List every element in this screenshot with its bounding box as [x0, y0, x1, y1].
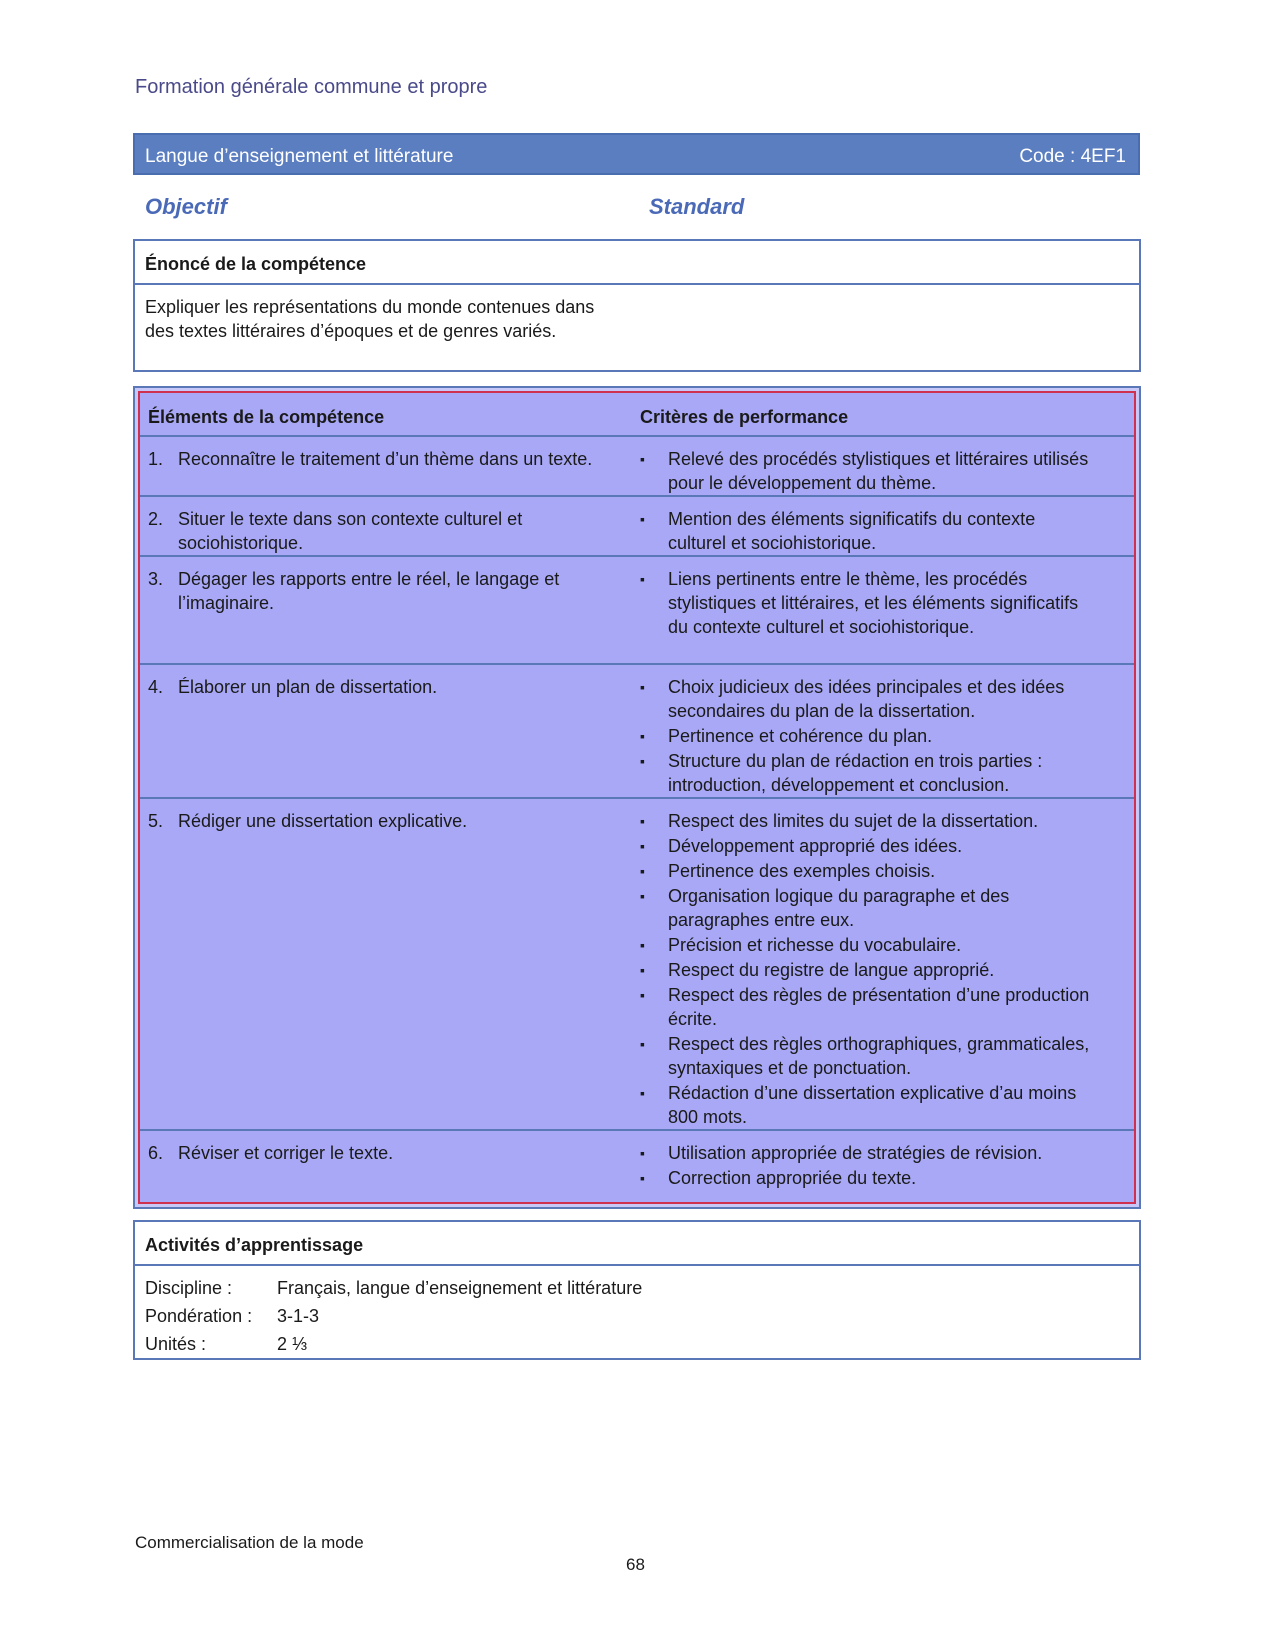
criteria-item [640, 958, 1090, 982]
criteria-item [640, 567, 1090, 639]
criteria-text: Respect des règles orthographiques, grammaticales, syntaxiques et de ponctuation. [668, 1034, 1090, 1078]
criteria-item [640, 1081, 1090, 1129]
bullet-icon: ▪ [640, 571, 645, 587]
ponderation-label: Pondération : [145, 1306, 253, 1326]
criteria-item [640, 507, 1090, 555]
criteria-text: Structure du plan de rédaction en trois parties : introduction, développement et conclusion. [668, 751, 1043, 795]
ponderation-row [145, 1306, 319, 1327]
element-cell [148, 1141, 618, 1165]
criteria-cell [640, 447, 1090, 496]
element-cell [148, 809, 618, 833]
element-number: 2. [148, 509, 164, 529]
criteria-cell [640, 567, 1090, 640]
element-cell [148, 447, 618, 471]
element-text: Élaborer un plan de dissertation. [178, 677, 438, 697]
table-row [140, 557, 1134, 665]
bullet-icon: ▪ [640, 987, 645, 1003]
criteria-item [640, 983, 1090, 1031]
bullet-icon: ▪ [640, 937, 645, 953]
activites-box [133, 1220, 1141, 1360]
table-row [140, 799, 1134, 1131]
element-text: Reconnaître le traitement d’un thème dans un texte. [178, 449, 593, 469]
course-code: Code : 4EF1 [1019, 146, 1126, 167]
ponderation-value: 3-1-3 [277, 1306, 320, 1326]
bullet-icon: ▪ [640, 679, 645, 695]
criteria-item [640, 749, 1090, 797]
bullet-icon: ▪ [640, 838, 645, 854]
criteria-text: Mention des éléments significatifs du contexte culturel et sociohistorique. [668, 509, 1036, 553]
head-criteres: Critères de performance [640, 407, 849, 427]
discipline-value: Français, langue d’enseignement et littérature [277, 1278, 643, 1298]
bullet-icon: ▪ [640, 1036, 645, 1052]
criteria-cell [640, 507, 1090, 556]
bullet-icon: ▪ [640, 451, 645, 467]
head-elements: Éléments de la compétence [148, 407, 385, 427]
element-text: Réviser et corriger le texte. [178, 1143, 394, 1163]
elements-table [133, 386, 1141, 1209]
criteria-text: Liens pertinents entre le thème, les procédés stylistiques et littéraires, et les éléments significatifs du contexte culturel et sociohistorique. [668, 569, 1079, 637]
element-cell [148, 507, 618, 555]
element-number: 5. [148, 811, 164, 831]
criteria-text: Rédaction d’une dissertation explicative d’au moins 800 mots. [668, 1083, 1077, 1127]
unites-value: 2 ⅓ [277, 1334, 308, 1354]
criteria-item [640, 809, 1090, 833]
criteria-text: Organisation logique du paragraphe et des paragraphes entre eux. [668, 886, 1010, 930]
bullet-icon: ▪ [640, 888, 645, 904]
element-number: 4. [148, 677, 164, 697]
table-row [140, 497, 1134, 557]
criteria-item [640, 724, 1090, 748]
table-header-row [140, 393, 1134, 437]
element-text: Dégager les rapports entre le réel, le langage et l’imaginaire. [178, 569, 560, 613]
criteria-text: Respect des règles de présentation d’une production écrite. [668, 985, 1090, 1029]
footer-program: Commercialisation de la mode [135, 1533, 364, 1552]
table-row [140, 1131, 1134, 1203]
enonce-heading: Énoncé de la compétence [135, 241, 1139, 285]
criteria-item [640, 675, 1090, 723]
enonce-text: Expliquer les représentations du monde contenues dans des textes littéraires d’époques et de genres variés. [145, 297, 595, 341]
unites-label: Unités : [145, 1334, 207, 1354]
table-row [140, 437, 1134, 497]
criteria-item [640, 1141, 1090, 1165]
element-cell [148, 567, 618, 615]
criteria-item [640, 884, 1090, 932]
elements-table-inner [138, 391, 1136, 1204]
bullet-icon: ▪ [640, 1145, 645, 1161]
bullet-icon: ▪ [640, 1170, 645, 1186]
criteria-text: Précision et richesse du vocabulaire. [668, 935, 962, 955]
unites-row [145, 1334, 307, 1355]
bullet-icon: ▪ [640, 1085, 645, 1101]
criteria-item [640, 859, 1090, 883]
criteria-cell [640, 675, 1090, 798]
element-number: 1. [148, 449, 164, 469]
criteria-text: Respect du registre de langue approprié. [668, 960, 995, 980]
criteria-item [640, 447, 1090, 495]
bullet-icon: ▪ [640, 863, 645, 879]
activites-heading: Activités d’apprentissage [135, 1222, 1139, 1266]
criteria-cell [640, 809, 1090, 1130]
element-text: Situer le texte dans son contexte culturel et sociohistorique. [178, 509, 523, 553]
criteria-text: Utilisation appropriée de stratégies de révision. [668, 1143, 1043, 1163]
section-header: Formation générale commune et propre [135, 76, 488, 98]
bullet-icon: ▪ [640, 728, 645, 744]
element-number: 6. [148, 1143, 164, 1163]
element-cell [148, 675, 618, 699]
criteria-text: Respect des limites du sujet de la dissertation. [668, 811, 1039, 831]
objectif-heading: Objectif [145, 194, 227, 219]
criteria-text: Relevé des procédés stylistiques et littéraires utilisés pour le développement du thème. [668, 449, 1089, 493]
bullet-icon: ▪ [640, 813, 645, 829]
criteria-text: Développement approprié des idées. [668, 836, 963, 856]
criteria-item [640, 834, 1090, 858]
criteria-text: Choix judicieux des idées principales et des idées secondaires du plan de la dissertation. [668, 677, 1065, 721]
criteria-text: Correction appropriée du texte. [668, 1168, 917, 1188]
element-number: 3. [148, 569, 164, 589]
course-title-bar [133, 133, 1140, 175]
bullet-icon: ▪ [640, 962, 645, 978]
bullet-icon: ▪ [640, 511, 645, 527]
page-number: 68 [626, 1555, 645, 1574]
bullet-icon: ▪ [640, 753, 645, 769]
criteria-item [640, 1166, 1090, 1190]
standard-heading: Standard [649, 194, 745, 219]
criteria-text: Pertinence et cohérence du plan. [668, 726, 933, 746]
discipline-row [145, 1278, 642, 1299]
table-row [140, 665, 1134, 799]
enonce-box [133, 239, 1141, 372]
criteria-item [640, 933, 1090, 957]
criteria-cell [640, 1141, 1090, 1191]
element-text: Rédiger une dissertation explicative. [178, 811, 468, 831]
criteria-item [640, 1032, 1090, 1080]
discipline-label: Discipline : [145, 1278, 233, 1298]
course-title: Langue d’enseignement et littérature [145, 146, 454, 167]
criteria-text: Pertinence des exemples choisis. [668, 861, 936, 881]
